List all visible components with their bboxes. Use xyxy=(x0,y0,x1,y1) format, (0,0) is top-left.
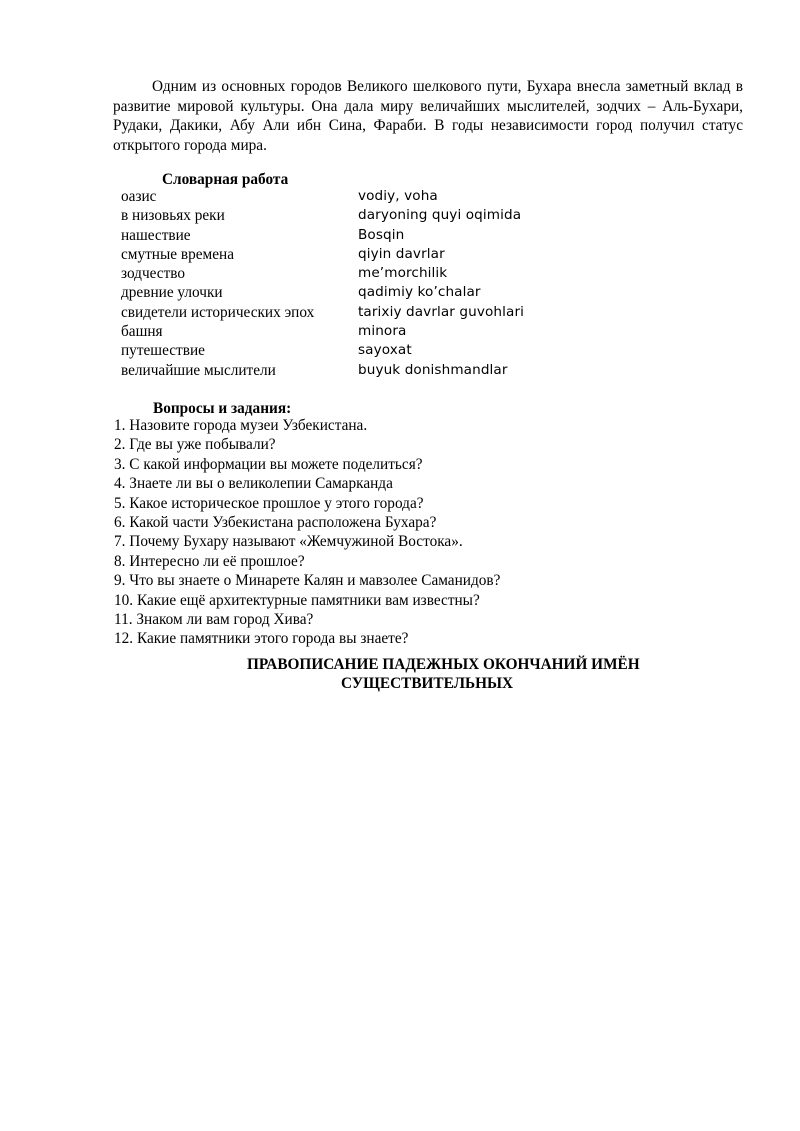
vocabulary-translation: me’morchilik xyxy=(358,265,448,282)
vocabulary-row xyxy=(121,226,681,245)
question-item: 4. Знаете ли вы о великолепии Самарканда xyxy=(114,475,393,493)
vocabulary-row xyxy=(121,264,681,283)
vocabulary-translation: sayoxat xyxy=(358,342,412,359)
vocabulary-translation: Bosqin xyxy=(358,226,405,243)
vocabulary-row xyxy=(121,322,681,341)
vocabulary-term: свидетели исторических эпох xyxy=(121,303,315,321)
vocabulary-term: оазис xyxy=(121,188,157,205)
question-item: 3. С какой информации вы можете поделиться? xyxy=(114,455,423,473)
vocabulary-translation: daryoning quyi oqimida xyxy=(358,207,522,224)
questions-title: Вопросы и задания: xyxy=(153,400,292,417)
vocabulary-row xyxy=(121,303,681,322)
vocabulary-term: зодчество xyxy=(121,265,186,283)
vocabulary-term: древние улочки xyxy=(121,284,223,302)
question-item: 10. Какие ещё архитектурные памятники вам известны? xyxy=(114,591,480,609)
vocabulary-row xyxy=(121,283,681,302)
vocabulary-term: в низовьях реки xyxy=(121,207,225,225)
section-heading-line-1: ПРАВОПИСАНИЕ ПАДЕЖНЫХ ОКОНЧАНИЙ ИМЁН xyxy=(247,656,640,673)
intro-paragraph: Одним из основных городов Великого шелкового пути, Бухара внесла заметный вклад в развитие мировой культуры. Она дала миру величайших мыслителей, зодчих – Аль-Бухари, Рудаки, Дакики, Абу Али ибн Сина, Фараби. В годы независимости город получил статус открытого города мира. xyxy=(113,78,743,154)
vocabulary-translation: minora xyxy=(358,323,407,340)
section-heading-line-2: СУЩЕСТВИТЕЛЬНЫХ xyxy=(341,675,514,692)
vocabulary-title: Словарная работа xyxy=(162,171,289,188)
vocabulary-term: величайшие мыслители xyxy=(121,361,276,379)
vocabulary-term: нашествие xyxy=(121,226,191,244)
vocabulary-list xyxy=(121,187,681,380)
question-item: 12. Какие памятники этого города вы знаете? xyxy=(114,630,409,648)
question-item: 2. Где вы уже побывали? xyxy=(114,436,276,454)
vocabulary-row xyxy=(121,245,681,264)
vocabulary-term: путешествие xyxy=(121,342,205,360)
vocabulary-translation: qiyin davrlar xyxy=(358,245,445,262)
question-item: 9. Что вы знаете о Минарете Калян и мавзолее Саманидов? xyxy=(114,572,501,590)
vocabulary-term: смутные времена xyxy=(121,245,234,263)
vocabulary-translation: buyuk donishmandlar xyxy=(358,361,508,378)
question-item: 5. Какое историческое прошлое у этого города? xyxy=(114,494,424,512)
vocabulary-term: башня xyxy=(121,323,163,341)
vocabulary-row xyxy=(121,341,681,360)
vocabulary-translation: vodiy, voha xyxy=(358,188,438,204)
question-item: 6. Какой части Узбекистана расположена Бухара? xyxy=(114,513,437,531)
questions-list xyxy=(114,416,500,649)
vocabulary-row xyxy=(121,187,681,206)
vocabulary-translation: qadimiy ko’chalar xyxy=(358,284,481,301)
section-heading xyxy=(200,655,700,693)
question-item: 11. Знаком ли вам город Хива? xyxy=(114,610,314,628)
vocabulary-row xyxy=(121,361,681,380)
vocabulary-translation: tarixiy davrlar guvohlari xyxy=(358,303,525,320)
vocabulary-row xyxy=(121,206,681,225)
question-item: 7. Почему Бухару называют «Жемчужиной Востока». xyxy=(114,533,463,551)
question-item: 8. Интересно ли её прошлое? xyxy=(114,552,305,570)
question-item: 1. Назовите города музеи Узбекистана. xyxy=(114,417,368,434)
